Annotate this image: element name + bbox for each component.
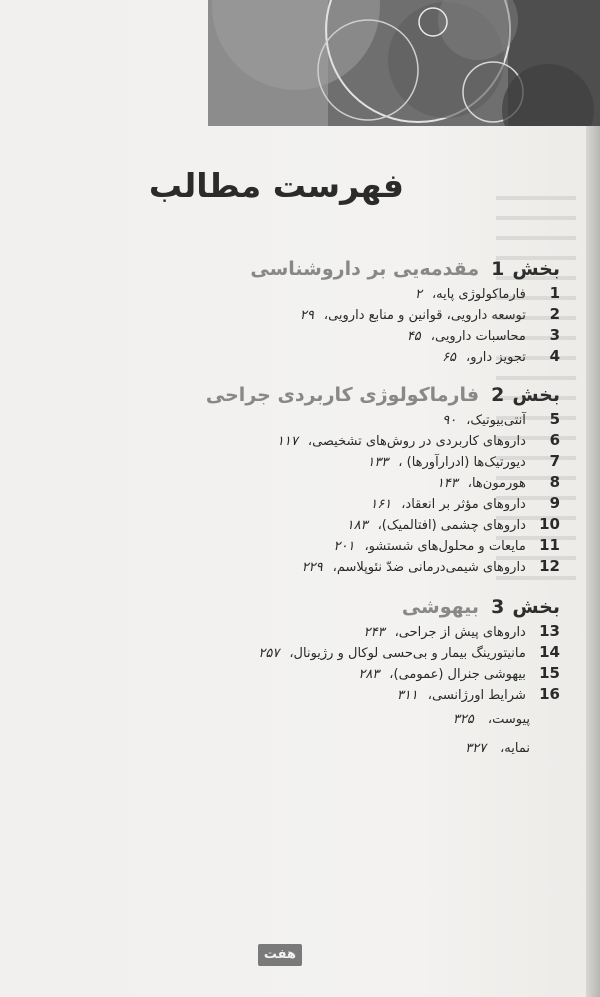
page-number: ۱۶۱ <box>370 497 392 512</box>
page-number: ۴۵ <box>406 329 421 344</box>
chapter-title: داروهای کاربردی در روش‌های تشخیصی، <box>307 434 526 449</box>
page-number: ۱۸۳ <box>346 518 368 533</box>
chapter-number: 11 <box>539 536 560 554</box>
chapter-number: 16 <box>539 685 560 703</box>
toc-entry <box>407 326 560 344</box>
index-title: نمایه، <box>500 741 530 756</box>
chapter-number: 12 <box>539 557 560 575</box>
toc-entry <box>364 622 560 640</box>
chapter-number: 7 <box>549 452 560 470</box>
chapter-number: 10 <box>539 515 560 533</box>
page-number: ۲ <box>414 287 422 302</box>
chapter-number: 6 <box>549 431 560 449</box>
appendix-entry <box>453 712 530 727</box>
page-folio: هفت <box>258 944 302 966</box>
page-number: ۲۸۳ <box>358 667 380 682</box>
toc-entry <box>442 410 560 428</box>
toc-entry <box>437 473 560 491</box>
section-label: بخش <box>512 384 560 406</box>
chapter-title: توسعه دارویی، قوانین و منابع دارویی، <box>323 308 526 323</box>
section-2-heading <box>206 384 560 406</box>
chapter-title: داروهای چشمی (افتالمیک)، <box>377 518 526 533</box>
decorative-circles-graphic <box>208 0 600 126</box>
toc-entry <box>415 284 560 302</box>
section-title: مقدمه‌یی بر داروشناسی <box>250 258 480 280</box>
section-1-heading <box>250 258 560 280</box>
page-number: ۲۲۹ <box>301 560 323 575</box>
chapter-number: 14 <box>539 643 560 661</box>
toc-entry <box>367 452 560 470</box>
toc-entry <box>358 664 560 682</box>
chapter-title: داروهای پیش از جراحی، <box>394 625 526 640</box>
chapter-number: 3 <box>549 326 560 344</box>
section-label: بخش <box>512 258 560 280</box>
chapter-number: 4 <box>549 347 560 365</box>
page-number: ۱۴۳ <box>436 476 458 491</box>
toc-entry <box>370 494 560 512</box>
chapter-title: مایعات و محلول‌های شستشو، <box>364 539 526 554</box>
page-number: ۳۲۷ <box>465 741 487 756</box>
chapter-title: محاسبات دارویی، <box>430 329 526 344</box>
section-number: 3 <box>491 596 505 618</box>
chapter-number: 1 <box>549 284 560 302</box>
chapter-title: فارماکولوژی پایه، <box>431 287 526 302</box>
page-number: ۲۰۱ <box>333 539 355 554</box>
page-number: ۶۵ <box>442 350 457 365</box>
toc-entry <box>277 431 560 449</box>
toc-entry <box>442 347 560 365</box>
chapter-title: تجویز دارو، <box>466 350 526 365</box>
section-label: بخش <box>512 596 560 618</box>
page-number: ۲۹ <box>299 308 314 323</box>
chapter-title: شرایط اورژانسی، <box>427 688 526 703</box>
chapter-number: 13 <box>539 622 560 640</box>
toc-entry <box>347 515 560 533</box>
page-number: ۳۱۱ <box>396 688 418 703</box>
page-number: ۳۲۵ <box>452 712 474 727</box>
page-number: ۹۰ <box>442 413 457 428</box>
chapter-title: بیهوشی جنرال (عمومی)، <box>389 667 526 682</box>
chapter-title: داروهای شیمی‌درمانی ضدّ نئوپلاسم، <box>332 560 526 575</box>
toc-entry <box>302 557 560 575</box>
section-title: فارماکولوژی کاربردی جراحی <box>205 384 480 406</box>
page-number: ۱۱۷ <box>276 434 298 449</box>
page-number: ۲۴۳ <box>363 625 385 640</box>
chapter-number: 15 <box>539 664 560 682</box>
page-title: فهرست مطالب <box>148 166 404 205</box>
toc-entry <box>333 536 560 554</box>
index-entry <box>465 741 530 756</box>
toc-entry <box>300 305 560 323</box>
chapter-number: 9 <box>549 494 560 512</box>
header-decoration <box>208 0 600 126</box>
chapter-title: دیورتیک‌ها (ادرارآورها) ، <box>398 455 526 470</box>
chapter-number: 8 <box>549 473 560 491</box>
appendix-title: پیوست، <box>487 712 530 727</box>
page-number: ۱۳۳ <box>367 455 389 470</box>
toc-entry <box>258 643 560 661</box>
section-title: بیهوشی <box>401 596 480 618</box>
page-edge <box>586 0 600 997</box>
toc-entry <box>397 685 560 703</box>
page-number: ۲۵۷ <box>258 646 280 661</box>
section-3-heading <box>402 596 560 618</box>
chapter-number: 2 <box>549 305 560 323</box>
chapter-title: هورمون‌ها، <box>467 476 526 491</box>
chapter-title: داروهای مؤثر بر انعقاد، <box>401 497 526 512</box>
section-number: 2 <box>491 384 505 406</box>
chapter-title: آنتی‌بیوتیک، <box>466 413 526 428</box>
chapter-number: 5 <box>549 410 560 428</box>
chapter-title: مانیتورینگ بیمار و بی‌حسی لوکال و رژیونال، <box>289 646 526 661</box>
section-number: 1 <box>491 258 505 280</box>
